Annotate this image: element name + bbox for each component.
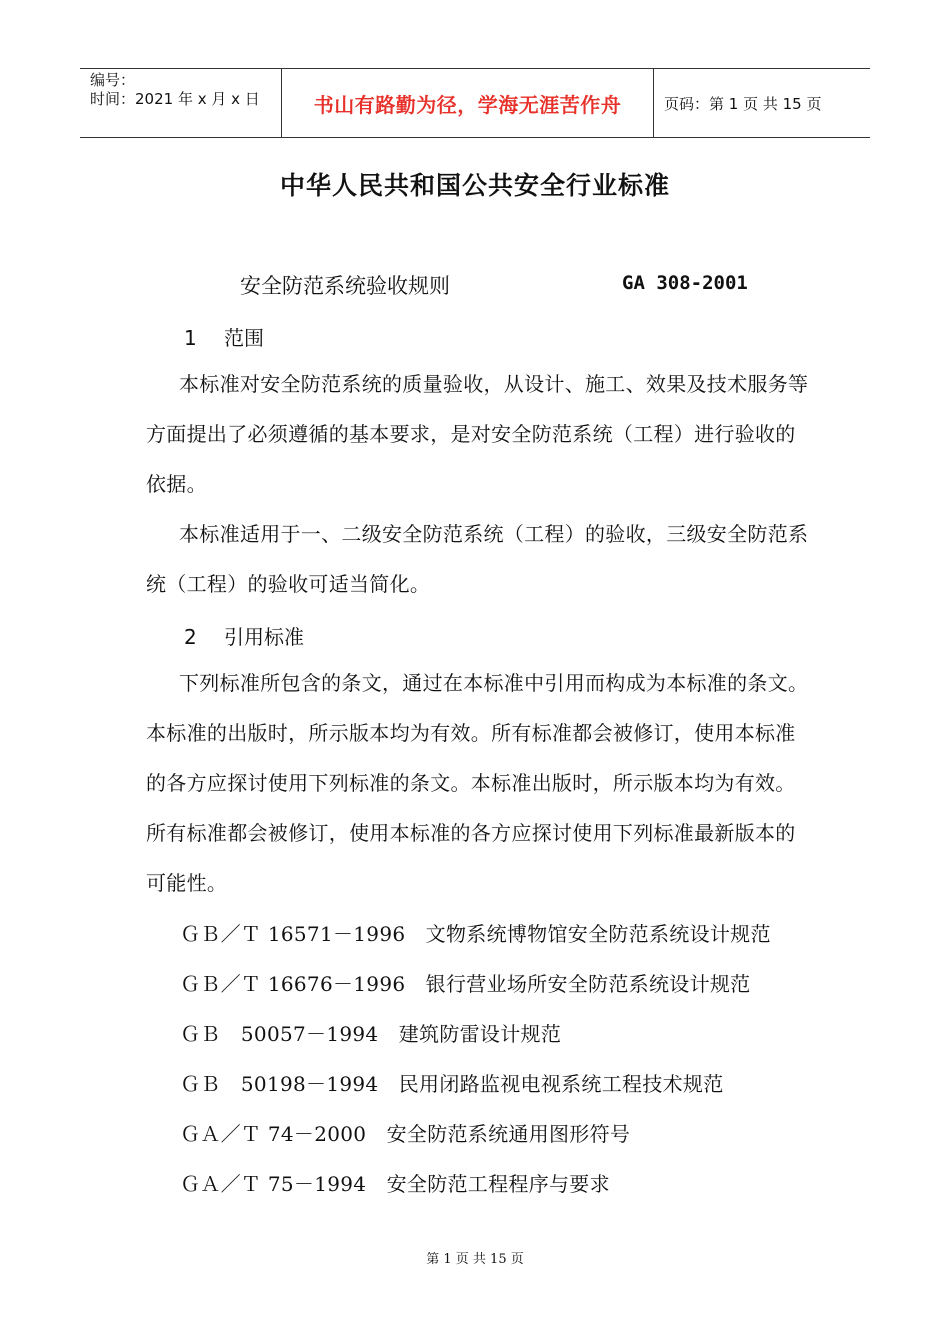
reference-item: ＧＢ 50057－1994 建筑防雷设计规范 — [180, 1022, 562, 1046]
standard-code: GA 308-2001 — [622, 272, 748, 294]
section-2-heading — [184, 621, 304, 650]
reference-item: ＧＡ／Ｔ 75－1994 安全防范工程程序与要求 — [180, 1172, 610, 1196]
header-page-info: 页码：第 1 页 共 15 页 — [664, 94, 822, 113]
section-1-heading — [184, 322, 264, 351]
document-time-label: 时间：2021 年 x 月 x 日 — [90, 90, 260, 108]
section-2-paragraph: 下列标准所包含的条文，通过在本标准中引用而构成为本标准的条文。本标准的出版时，所示版本均为有效。所有标准都会被修订，使用本标准的各方应探讨使用下列标准的条文。本标准出版时，所示版本均为有效。所有标准都会被修订，使用本标准的各方应探讨使用下列标准最新版本的可能性。 — [146, 671, 809, 895]
reference-item: ＧＢ 50198－1994 民用闭路监视电视系统工程技术规范 — [180, 1072, 724, 1096]
section-2-title: 引用标准 — [224, 625, 304, 649]
header-table — [80, 68, 870, 138]
header-motto: 书山有路勤为径，学海无涯苦作舟 — [313, 92, 622, 117]
section-1-paragraph-2: 本标准适用于一、二级安全防范系统（工程）的验收，三级安全防范系统（工程）的验收可适当简化。 — [146, 522, 809, 596]
reference-item: ＧＢ／Ｔ 16676－1996 银行营业场所安全防范系统设计规范 — [180, 972, 751, 996]
section-1-paragraph-1: 本标准对安全防范系统的质量验收，从设计、施工、效果及技术服务等方面提出了必须遵循的基本要求，是对安全防范系统（工程）进行验收的依据。 — [146, 372, 809, 496]
section-1-title: 范围 — [224, 326, 264, 350]
document-title: 中华人民共和国公共安全行业标准 — [279, 171, 670, 200]
reference-item: ＧＢ／Ｔ 16571－1996 文物系统博物馆安全防范系统设计规范 — [180, 922, 771, 946]
header-motto-cell — [282, 69, 654, 137]
header-left-cell — [80, 69, 282, 137]
page-footer: 第 1 页 共 15 页 — [426, 1252, 524, 1267]
document-number-label: 编号： — [90, 71, 136, 89]
section-1-number: 1 — [184, 326, 197, 350]
header-page-cell — [654, 69, 870, 137]
document-subtitle: 安全防范系统验收规则 — [240, 274, 450, 298]
reference-item: ＧＡ／Ｔ 74－2000 安全防范系统通用图形符号 — [180, 1122, 631, 1146]
section-2-number: 2 — [184, 625, 197, 649]
